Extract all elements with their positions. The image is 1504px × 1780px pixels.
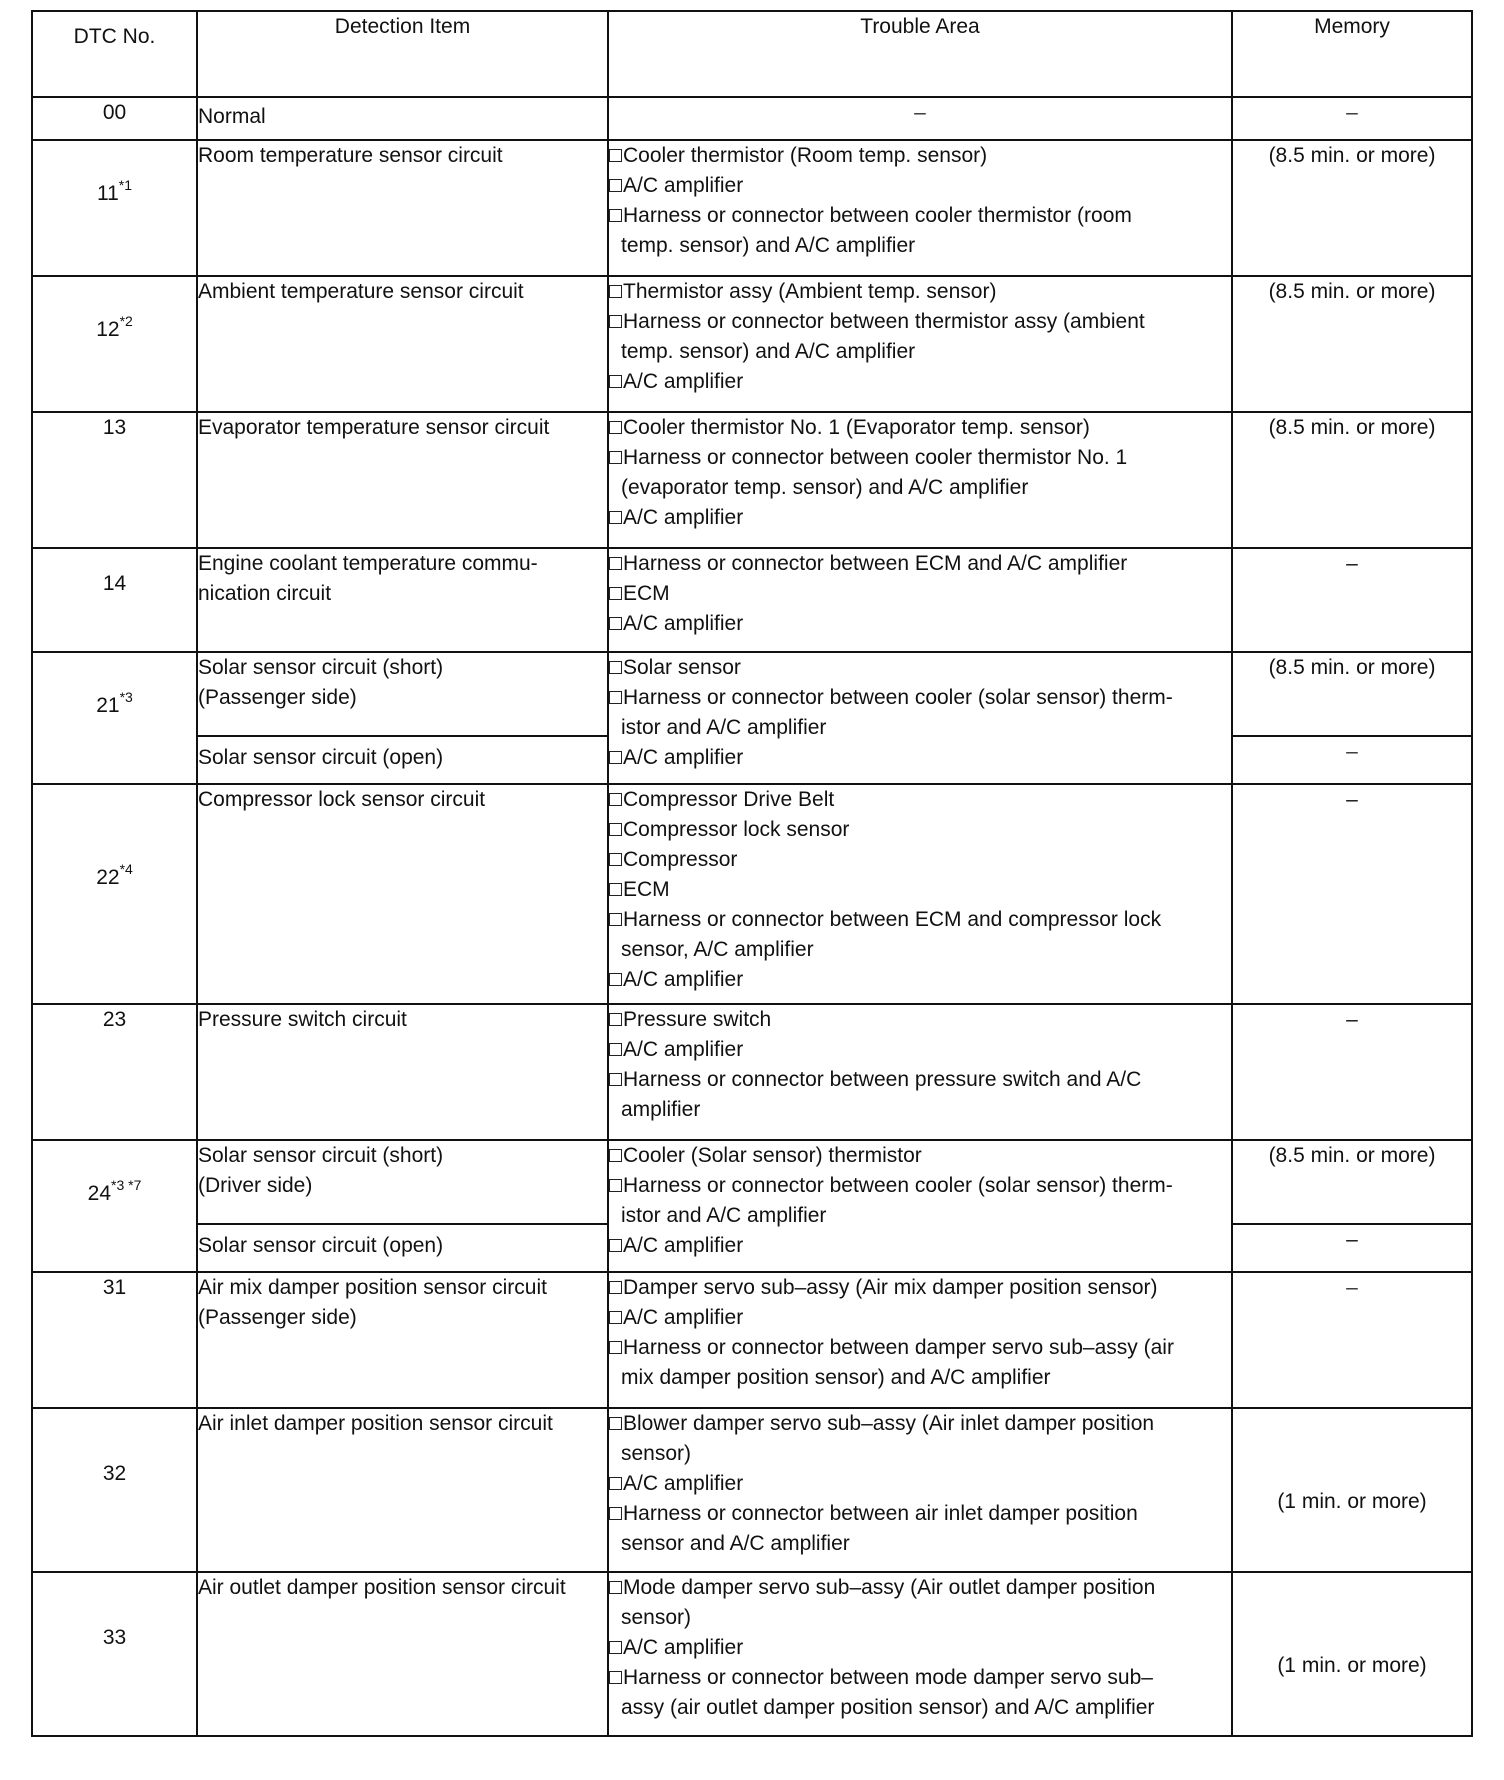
detection-item: [197, 1408, 608, 1572]
table-row: [32, 140, 1472, 276]
memory-text: –: [1346, 740, 1358, 763]
trouble-area: [608, 1140, 1232, 1272]
memory-value: [1232, 1572, 1472, 1736]
checkbox-icon: [609, 451, 622, 464]
trouble-area: [608, 1272, 1232, 1408]
trouble-area-item: [609, 683, 1231, 713]
memory-text: –: [1346, 788, 1358, 811]
memory-text: –: [1346, 101, 1358, 124]
dtc-code: [32, 276, 197, 412]
memory-value: [1232, 412, 1472, 548]
table-row: [32, 412, 1472, 548]
trouble-area-text: A/C amplifier: [623, 1234, 744, 1257]
trouble-area-continuation: sensor and A/C amplifier: [621, 1532, 850, 1555]
trouble-area-text: –: [914, 101, 926, 124]
trouble-area-text: Compressor Drive Belt: [623, 788, 835, 811]
trouble-area-text: Harness or connector between damper servo sub–assy (air: [623, 1336, 1174, 1359]
memory-value: [1232, 784, 1472, 1004]
detection-item: [197, 736, 608, 784]
checkbox-icon: [609, 587, 622, 600]
trouble-area-item: [609, 1035, 1231, 1065]
checkbox-icon: [609, 421, 622, 434]
checkbox-icon: [609, 1073, 622, 1086]
trouble-area-text: Thermistor assy (Ambient temp. sensor): [623, 280, 997, 303]
dtc-code: [32, 652, 197, 784]
trouble-area: [608, 1572, 1232, 1736]
trouble-area-text: A/C amplifier: [623, 370, 744, 393]
trouble-area-item: [609, 141, 1231, 171]
table-row: [32, 652, 1472, 736]
header-detection-item: Detection Item: [197, 11, 608, 97]
dtc-code: [32, 784, 197, 1004]
trouble-area-text: A/C amplifier: [623, 746, 744, 769]
trouble-area-text: Harness or connector between air inlet damper position: [623, 1502, 1138, 1525]
checkbox-icon: [609, 179, 622, 192]
trouble-area-continuation: (evaporator temp. sensor) and A/C amplifier: [621, 476, 1029, 499]
trouble-area-item: [609, 875, 1231, 905]
trouble-area-item: [609, 277, 1231, 307]
checkbox-icon: [609, 913, 622, 926]
trouble-area-item: [609, 413, 1231, 443]
trouble-area: [608, 784, 1232, 1004]
checkbox-icon: [609, 1043, 622, 1056]
trouble-area-text: A/C amplifier: [623, 1636, 744, 1659]
dtc-footnote: *4: [119, 861, 133, 877]
table-row: [32, 548, 1472, 652]
memory-text: (8.5 min. or more): [1268, 144, 1436, 167]
dtc-footnote: *3: [119, 689, 133, 705]
checkbox-icon: [609, 1477, 622, 1490]
memory-value: [1232, 1408, 1472, 1572]
trouble-area: [608, 412, 1232, 548]
trouble-area-item: [609, 1303, 1231, 1333]
memory-value: [1232, 1004, 1472, 1140]
dtc-code-text: 00: [102, 101, 127, 124]
checkbox-icon: [609, 973, 622, 986]
dtc-table-page: [31, 10, 1471, 1737]
checkbox-icon: [609, 149, 622, 162]
trouble-area-text: A/C amplifier: [623, 1038, 744, 1061]
trouble-area-item: [609, 1171, 1231, 1201]
trouble-area-item: [609, 549, 1231, 579]
dtc-code: [32, 412, 197, 548]
memory-text: (8.5 min. or more): [1268, 656, 1436, 679]
memory-value: [1232, 548, 1472, 652]
detection-item: [197, 1140, 608, 1224]
detection-item-text: Compressor lock sensor circuit: [198, 788, 486, 811]
table-row: [32, 1140, 1472, 1224]
memory-text: (8.5 min. or more): [1268, 1144, 1436, 1167]
header-trouble-area: Trouble Area: [608, 11, 1232, 97]
trouble-area-continuation: temp. sensor) and A/C amplifier: [621, 340, 916, 363]
dtc-code: [32, 1408, 197, 1572]
trouble-area-item: [609, 965, 1231, 995]
detection-item: [197, 1224, 608, 1272]
trouble-area-text: Cooler (Solar sensor) thermistor: [623, 1144, 922, 1167]
detection-item-text: (Passenger side): [198, 1306, 357, 1329]
dtc-footnote: *1: [118, 177, 133, 193]
detection-item: [197, 784, 608, 1004]
checkbox-icon: [609, 1507, 622, 1520]
checkbox-icon: [609, 375, 622, 388]
trouble-area-item: [609, 1633, 1231, 1663]
checkbox-icon: [609, 1149, 622, 1162]
trouble-area-text: Cooler thermistor (Room temp. sensor): [623, 144, 988, 167]
trouble-area-item: [609, 609, 1231, 639]
dtc-code-text: 24: [87, 1182, 111, 1205]
trouble-area-text: A/C amplifier: [623, 174, 744, 197]
dtc-table: [31, 10, 1473, 1737]
detection-item: [197, 548, 608, 652]
trouble-area-item: [609, 443, 1231, 473]
trouble-area-text: Harness or connector between ECM and A/C amplifier: [623, 552, 1128, 575]
trouble-area-item: [609, 1005, 1231, 1035]
checkbox-icon: [609, 691, 622, 704]
header-dtc-no: DTC No.: [32, 11, 197, 97]
memory-text: (8.5 min. or more): [1268, 416, 1436, 439]
table-row: [32, 1572, 1472, 1736]
trouble-area-text: Harness or connector between mode damper servo sub–: [623, 1666, 1153, 1689]
trouble-area-item: [609, 503, 1231, 533]
memory-text: –: [1346, 1008, 1358, 1031]
trouble-area-item: [609, 1409, 1231, 1439]
memory-text: –: [1346, 552, 1358, 575]
trouble-area: [608, 1004, 1232, 1140]
table-row: [32, 1272, 1472, 1408]
checkbox-icon: [609, 883, 622, 896]
detection-item-text: Ambient temperature sensor circuit: [198, 280, 524, 303]
memory-text: (1 min. or more): [1277, 1490, 1427, 1513]
memory-value: [1232, 736, 1472, 784]
table-row: [32, 97, 1472, 140]
memory-value: [1232, 276, 1472, 412]
checkbox-icon: [609, 1311, 622, 1324]
memory-value: [1232, 1224, 1472, 1272]
table-row: [32, 784, 1472, 1004]
detection-item: [197, 652, 608, 736]
detection-item-text: Pressure switch circuit: [198, 1008, 407, 1031]
detection-item-text: Evaporator temperature sensor circuit: [198, 416, 550, 439]
trouble-area-item: [609, 367, 1231, 397]
trouble-area-continuation: sensor): [621, 1442, 692, 1465]
dtc-code: [32, 1272, 197, 1408]
checkbox-icon: [609, 315, 622, 328]
trouble-area-item: [609, 171, 1231, 201]
trouble-area-text: Harness or connector between thermistor assy (ambient: [623, 310, 1145, 333]
detection-item-text: Air outlet damper position sensor circuit: [198, 1576, 566, 1599]
detection-item-text: Solar sensor circuit (short): [198, 1144, 444, 1167]
trouble-area-text: Harness or connector between cooler thermistor No. 1: [623, 446, 1128, 469]
dtc-code-text: 32: [102, 1462, 127, 1485]
trouble-area-item: [609, 1469, 1231, 1499]
header-memory: Memory: [1232, 11, 1472, 97]
detection-item: [197, 97, 608, 140]
trouble-area-continuation: amplifier: [621, 1098, 701, 1121]
checkbox-icon: [609, 557, 622, 570]
checkbox-icon: [609, 1341, 622, 1354]
trouble-area-item: [609, 1231, 1231, 1261]
checkbox-icon: [609, 1179, 622, 1192]
memory-value: [1232, 652, 1472, 736]
checkbox-icon: [609, 1671, 622, 1684]
dtc-code: [32, 1140, 197, 1272]
trouble-area-text: Compressor lock sensor: [623, 818, 850, 841]
detection-item-text: Air inlet damper position sensor circuit: [198, 1412, 553, 1435]
checkbox-icon: [609, 511, 622, 524]
dtc-code: [32, 140, 197, 276]
table-row: [32, 1004, 1472, 1140]
trouble-area-item: [609, 201, 1231, 231]
detection-item-text: nication circuit: [198, 582, 332, 605]
trouble-area-text: Solar sensor: [623, 656, 741, 679]
dtc-code-text: 33: [102, 1626, 127, 1649]
trouble-area-item: [609, 1273, 1231, 1303]
trouble-area: [608, 1408, 1232, 1572]
checkbox-icon: [609, 617, 622, 630]
detection-item: [197, 1572, 608, 1736]
trouble-area-text: Mode damper servo sub–assy (Air outlet damper position: [623, 1576, 1156, 1599]
trouble-area: [608, 652, 1232, 784]
checkbox-icon: [609, 285, 622, 298]
trouble-area-text: A/C amplifier: [623, 612, 744, 635]
memory-text: –: [1346, 1228, 1358, 1251]
trouble-area: [608, 276, 1232, 412]
dtc-code-text: 14: [102, 572, 127, 595]
trouble-area-item: [609, 815, 1231, 845]
trouble-area-text: Harness or connector between cooler thermistor (room: [623, 204, 1132, 227]
detection-item-text: Solar sensor circuit (short): [198, 656, 444, 679]
trouble-area-text: Harness or connector between pressure switch and A/C: [623, 1068, 1142, 1091]
trouble-area-item: [609, 1499, 1231, 1529]
memory-text: (1 min. or more): [1277, 1654, 1427, 1677]
trouble-area-text: A/C amplifier: [623, 968, 744, 991]
trouble-area-text: ECM: [623, 582, 670, 605]
table-row: [32, 276, 1472, 412]
checkbox-icon: [609, 751, 622, 764]
trouble-area-item: [609, 1663, 1231, 1693]
detection-item: [197, 412, 608, 548]
trouble-area-continuation: istor and A/C amplifier: [621, 716, 827, 739]
checkbox-icon: [609, 1281, 622, 1294]
trouble-area: [608, 140, 1232, 276]
memory-value: [1232, 140, 1472, 276]
trouble-area-continuation: assy (air outlet damper position sensor) and A/C amplifier: [621, 1696, 1155, 1719]
detection-item: [197, 140, 608, 276]
trouble-area-item: [609, 653, 1231, 683]
trouble-area-item: [609, 785, 1231, 815]
checkbox-icon: [609, 1641, 622, 1654]
memory-value: [1232, 1140, 1472, 1224]
trouble-area-item: [609, 1573, 1231, 1603]
trouble-area-text: Blower damper servo sub–assy (Air inlet damper position: [623, 1412, 1155, 1435]
detection-item-text: Engine coolant temperature commu-: [198, 552, 538, 575]
checkbox-icon: [609, 853, 622, 866]
table-row: [32, 1408, 1472, 1572]
dtc-footnote: *2: [119, 313, 133, 329]
dtc-code: [32, 548, 197, 652]
trouble-area-continuation: mix damper position sensor) and A/C amplifier: [621, 1366, 1051, 1389]
trouble-area-continuation: temp. sensor) and A/C amplifier: [621, 234, 916, 257]
checkbox-icon: [609, 1417, 622, 1430]
memory-value: [1232, 97, 1472, 140]
trouble-area-item: [609, 905, 1231, 935]
trouble-area-text: A/C amplifier: [623, 1306, 744, 1329]
detection-item-text: (Driver side): [198, 1174, 313, 1197]
trouble-area-item: [609, 845, 1231, 875]
detection-item-text: Room temperature sensor circuit: [198, 144, 503, 167]
trouble-area-continuation: istor and A/C amplifier: [621, 1204, 827, 1227]
memory-text: –: [1346, 1276, 1358, 1299]
trouble-area-continuation: sensor): [621, 1606, 692, 1629]
checkbox-icon: [609, 1581, 622, 1594]
detection-item-text: Normal: [198, 105, 266, 128]
trouble-area-text: Cooler thermistor No. 1 (Evaporator temp. sensor): [623, 416, 1090, 439]
trouble-area-item: [609, 1065, 1231, 1095]
dtc-code-text: 31: [102, 1276, 127, 1299]
detection-item-text: Air mix damper position sensor circuit: [198, 1276, 547, 1299]
trouble-area-text: Harness or connector between ECM and compressor lock: [623, 908, 1162, 931]
memory-value: [1232, 1272, 1472, 1408]
checkbox-icon: [609, 793, 622, 806]
dtc-code: [32, 1572, 197, 1736]
dtc-footnote: *3 *7: [111, 1177, 142, 1193]
trouble-area: [608, 548, 1232, 652]
checkbox-icon: [609, 1239, 622, 1252]
dtc-code: [32, 1004, 197, 1140]
detection-item: [197, 276, 608, 412]
trouble-area-text: Pressure switch: [623, 1008, 772, 1031]
detection-item-text: (Passenger side): [198, 686, 357, 709]
dtc-code-text: 21: [96, 694, 120, 717]
dtc-code-text: 23: [102, 1008, 127, 1031]
dtc-code: [32, 97, 197, 140]
trouble-area-text: Compressor: [623, 848, 738, 871]
dtc-code-text: 22: [96, 866, 120, 889]
trouble-area-text: ECM: [623, 878, 670, 901]
checkbox-icon: [609, 1013, 622, 1026]
dtc-code-text: 11: [96, 182, 119, 205]
trouble-area-text: Harness or connector between cooler (solar sensor) therm-: [623, 1174, 1173, 1197]
trouble-area-item: [609, 579, 1231, 609]
trouble-area-text: Damper servo sub–assy (Air mix damper position sensor): [623, 1276, 1158, 1299]
checkbox-icon: [609, 209, 622, 222]
detection-item-text: Solar sensor circuit (open): [198, 1234, 444, 1257]
trouble-area-text: Harness or connector between cooler (solar sensor) therm-: [623, 686, 1173, 709]
detection-item: [197, 1004, 608, 1140]
checkbox-icon: [609, 661, 622, 674]
trouble-area: [608, 97, 1232, 140]
trouble-area-item: [609, 307, 1231, 337]
header-row: [32, 11, 1472, 97]
detection-item-text: Solar sensor circuit (open): [198, 746, 444, 769]
trouble-area-text: A/C amplifier: [623, 1472, 744, 1495]
trouble-area-text: A/C amplifier: [623, 506, 744, 529]
checkbox-icon: [609, 823, 622, 836]
detection-item: [197, 1272, 608, 1408]
memory-text: (8.5 min. or more): [1268, 280, 1436, 303]
dtc-code-text: 12: [96, 318, 120, 341]
trouble-area-item: [609, 1333, 1231, 1363]
trouble-area-item: [609, 743, 1231, 773]
dtc-code-text: 13: [102, 416, 127, 439]
trouble-area-continuation: sensor, A/C amplifier: [621, 938, 814, 961]
trouble-area-item: [609, 1141, 1231, 1171]
